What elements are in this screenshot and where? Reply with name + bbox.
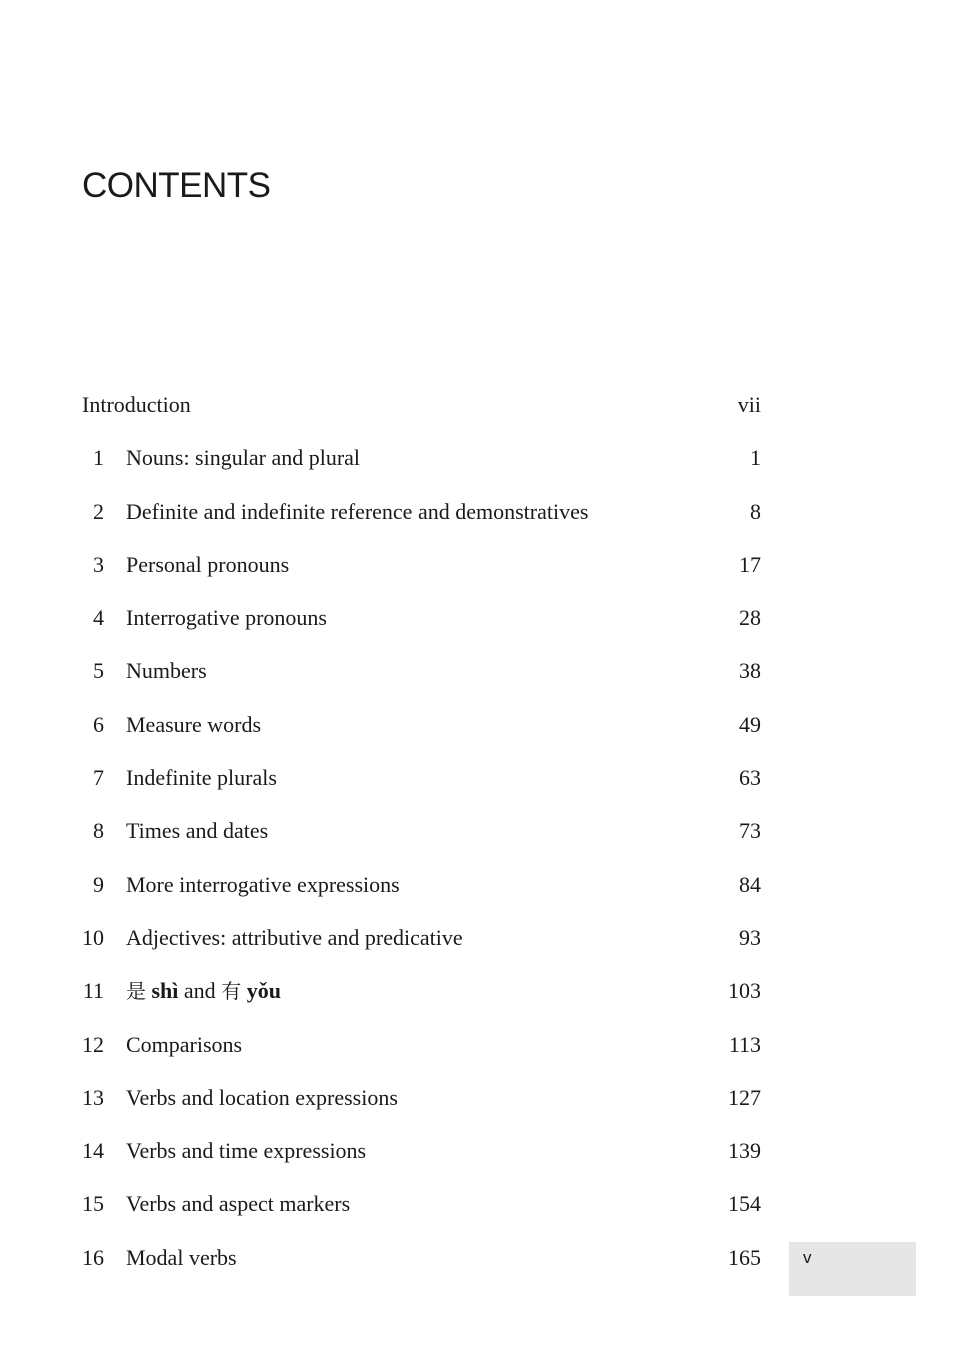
chapter-page: 28 [739, 605, 761, 631]
toc-entry-page: vii [737, 392, 761, 417]
toc-entry[interactable] [0, 490, 960, 543]
toc-entry[interactable] [0, 543, 960, 596]
chapter-page: 139 [728, 1138, 761, 1164]
toc-entry[interactable] [0, 1182, 960, 1235]
toc-entry-introduction[interactable] [0, 383, 960, 436]
toc-entry[interactable] [0, 1076, 960, 1129]
chapter-title: Modal verbs [126, 1244, 237, 1270]
chapter-number: 16 [82, 1244, 104, 1270]
cjk-character: 是 [126, 979, 146, 1004]
chapter-number: 11 [82, 978, 104, 1004]
chapter-page: 63 [739, 765, 761, 791]
chapter-page: 17 [739, 551, 761, 577]
chapter-number: 12 [82, 1031, 104, 1057]
chapter-page: 93 [739, 924, 761, 950]
chapter-title: Indefinite plurals [126, 765, 277, 791]
toc-entry[interactable] [0, 969, 960, 1022]
chapter-page: 103 [728, 978, 761, 1004]
chapter-page: 49 [739, 711, 761, 737]
chapter-page: 1 [750, 445, 761, 471]
page-folio-tab [789, 1242, 916, 1296]
chapter-number: 2 [93, 498, 104, 524]
chapter-number: 6 [93, 711, 104, 737]
chapter-title [126, 969, 281, 1013]
toc-entry[interactable] [0, 809, 960, 862]
chapter-title: Verbs and location expressions [126, 1084, 398, 1110]
chapter-number: 9 [93, 871, 104, 897]
toc-entry[interactable] [0, 436, 960, 489]
toc-entry[interactable] [0, 916, 960, 969]
chapter-page: 38 [739, 658, 761, 684]
chapter-title: Nouns: singular and plural [126, 445, 361, 471]
chapter-number: 4 [93, 605, 104, 631]
chapter-title: Personal pronouns [126, 551, 290, 577]
chapter-number: 3 [93, 551, 104, 577]
chapter-title: Times and dates [126, 818, 269, 844]
chapter-title: Measure words [126, 711, 262, 737]
page-title: CONTENTS [82, 166, 271, 205]
chapter-title: Numbers [126, 658, 207, 684]
chapter-number: 1 [93, 445, 104, 471]
toc-entry[interactable] [0, 649, 960, 702]
chapter-page: 8 [750, 498, 761, 524]
chapter-title: Interrogative pronouns [126, 605, 327, 631]
chapter-title: Comparisons [126, 1031, 243, 1057]
pinyin-term: shì [151, 978, 179, 1004]
chapter-title: Adjectives: attributive and predicative [126, 924, 463, 950]
toc-entry[interactable] [0, 1129, 960, 1182]
conjunction-text: and [183, 978, 216, 1004]
chapter-number: 5 [93, 658, 104, 684]
toc-entry[interactable] [0, 863, 960, 916]
chapter-page: 165 [728, 1244, 761, 1270]
chapter-page: 127 [728, 1084, 761, 1110]
cjk-character: 有 [221, 979, 242, 1004]
chapter-number: 7 [93, 765, 104, 791]
toc-entry-title: Introduction [82, 392, 191, 417]
chapter-number: 14 [82, 1138, 104, 1164]
chapter-page: 73 [739, 818, 761, 844]
table-of-contents [0, 383, 960, 1289]
chapter-page: 84 [739, 871, 761, 897]
toc-entry[interactable] [0, 756, 960, 809]
toc-entry[interactable] [0, 703, 960, 756]
chapter-number: 10 [82, 924, 104, 950]
page-number: v [803, 1248, 812, 1267]
chapter-page: 113 [728, 1031, 761, 1057]
pinyin-term: yǒu [246, 978, 281, 1004]
chapter-number: 13 [82, 1084, 104, 1110]
chapter-page: 154 [728, 1191, 761, 1217]
chapter-number: 15 [82, 1191, 104, 1217]
chapter-number: 8 [93, 818, 104, 844]
chapter-title: Verbs and time expressions [126, 1138, 367, 1164]
chapter-title: Definite and indefinite reference and demonstratives [126, 498, 589, 524]
chapter-title: Verbs and aspect markers [126, 1191, 351, 1217]
chapter-title: More interrogative expressions [126, 871, 400, 897]
toc-entry[interactable] [0, 596, 960, 649]
toc-entry[interactable] [0, 1023, 960, 1076]
